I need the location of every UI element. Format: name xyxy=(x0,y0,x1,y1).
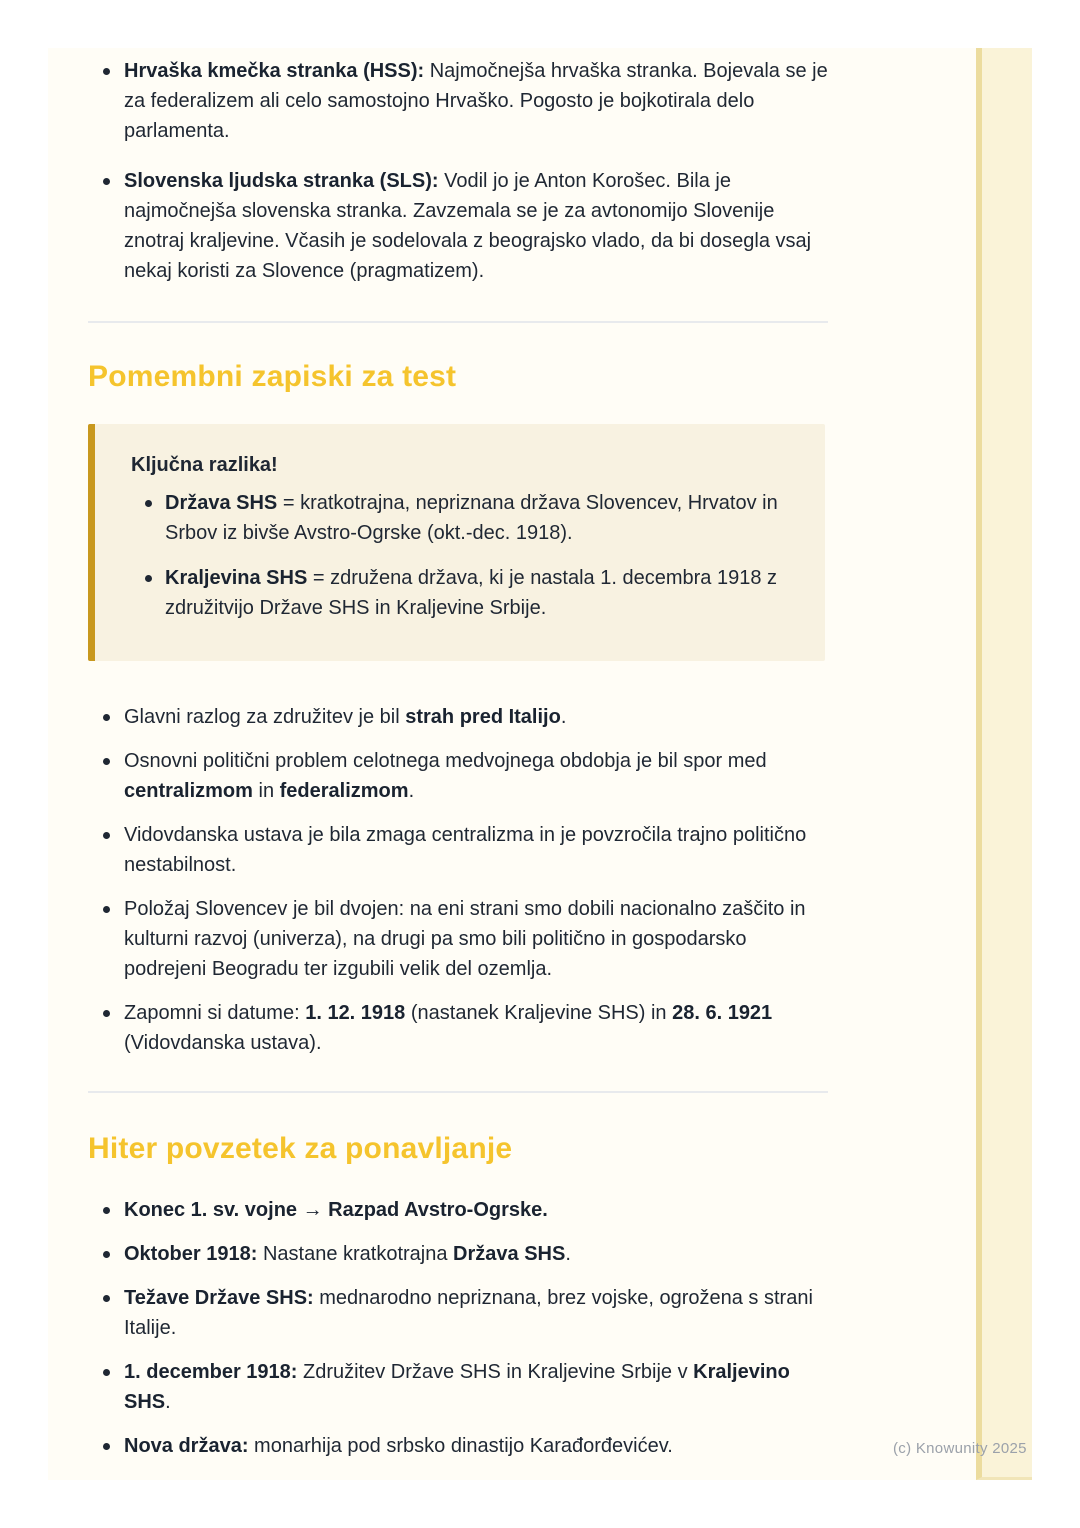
bold-text-run: Konec 1. sv. vojne → Razpad Avstro-Ogrske. xyxy=(124,1199,548,1221)
key-difference-callout xyxy=(88,424,825,661)
text-run: = kratkotrajna, nepriznana država Slovencev, Hrvatov in Srbov iz bivše Avstro-Ogrske (okt.-dec. 1918). xyxy=(165,492,778,544)
list-item xyxy=(88,1239,828,1269)
text-run: Zapomni si datume: xyxy=(124,1002,306,1024)
bold-text-run: Kraljevino SHS xyxy=(124,1361,790,1413)
text-run: = združena država, ki je nastala 1. decembra 1918 z združitvijo Države SHS in Kraljevine Srbije. xyxy=(165,567,778,619)
text-run: . xyxy=(165,1391,171,1413)
bold-text-run: Oktober 1918: xyxy=(124,1243,258,1265)
section-title-summary: Hiter povzetek za ponavljanje xyxy=(88,1132,513,1165)
callout-title: Ključna razlika! xyxy=(131,454,278,476)
bold-text-run: 28. 6. 1921 xyxy=(672,1002,773,1024)
text-run: Nastane kratkotrajna xyxy=(257,1243,454,1265)
summary-list xyxy=(88,1195,828,1461)
bold-text-run: Nova država: xyxy=(124,1435,249,1457)
bold-text-run: Hrvaška kmečka stranka (HSS): xyxy=(124,60,425,82)
text-run: Položaj Slovencev je bil dvojen: na eni strani smo dobili nacionalno zaščito in kulturni razvoj (univerza), na drugi pa smo bili politično in gospodarsko podrejeni Beogradu ter izgubili velik del ozemlja. xyxy=(124,898,806,980)
text-run: Glavni razlog za združitev je bil xyxy=(124,706,406,728)
list-item xyxy=(88,166,828,286)
list-item xyxy=(131,488,795,548)
bold-text-run: strah pred Italijo xyxy=(405,706,561,728)
bold-text-run: centralizmom xyxy=(124,780,253,802)
copyright-watermark: (c) Knowunity 2025 xyxy=(893,1440,1027,1457)
text-run: . xyxy=(560,706,567,728)
section-divider xyxy=(88,1091,828,1093)
text-run: (nastanek Kraljevine SHS) in xyxy=(405,1002,673,1024)
text-run: in xyxy=(252,780,280,802)
text-run: . xyxy=(565,1243,571,1265)
list-item xyxy=(88,998,828,1058)
text-run: Združitev Države SHS in Kraljevine Srbije v xyxy=(297,1361,694,1383)
list-item xyxy=(131,563,795,623)
text-run: Vodil jo je Anton Korošec. Bila je najmočnejša slovenska stranka. Zavzemala se je za avtonomijo Slovenije znotraj kraljevine. Včasih je sodelovala z beograjsko vlado, da bi dosegla vsaj nekaj koristi za Slovence (pragmatizem). xyxy=(124,170,812,282)
text-run: mednarodno nepriznana, brez vojske, ogrožena s strani Italije. xyxy=(124,1287,813,1339)
list-item xyxy=(88,746,828,806)
bold-text-run: Kraljevina SHS xyxy=(165,567,308,589)
text-run: Osnovni politični problem celotnega medvojnega obdobja je bil spor med xyxy=(124,750,767,772)
page-edge-strip xyxy=(976,48,1032,1480)
list-item xyxy=(88,894,828,984)
bold-text-run: Slovenska ljudska stranka (SLS): xyxy=(124,170,439,192)
notes-list xyxy=(88,702,828,1058)
list-item xyxy=(88,702,828,732)
callout-list xyxy=(131,488,795,623)
document-content xyxy=(88,56,828,1461)
list-item xyxy=(88,56,828,146)
list-item xyxy=(88,1431,828,1461)
document-page xyxy=(48,48,1032,1480)
list-item xyxy=(88,820,828,880)
list-item xyxy=(88,1195,828,1225)
bold-text-run: federalizmom xyxy=(279,780,409,802)
bold-text-run: Težave Države SHS: xyxy=(124,1287,314,1309)
bold-text-run: Država SHS xyxy=(165,492,278,514)
text-run: . xyxy=(408,780,415,802)
bold-text-run: 1. december 1918: xyxy=(124,1361,298,1383)
bold-text-run: Država SHS xyxy=(453,1243,566,1265)
text-run: monarhija pod srbsko dinastijo Karađorđevićev. xyxy=(248,1435,673,1457)
text-run: (Vidovdanska ustava). xyxy=(124,1032,322,1054)
section-divider xyxy=(88,321,828,323)
bold-text-run: 1. 12. 1918 xyxy=(305,1002,406,1024)
list-item xyxy=(88,1357,828,1417)
party-list xyxy=(88,56,828,286)
text-run: Vidovdanska ustava je bila zmaga centralizma in je povzročila trajno politično nestabilnost. xyxy=(124,824,807,876)
list-item xyxy=(88,1283,828,1343)
text-run: Najmočnejša hrvaška stranka. Bojevala se je za federalizem ali celo samostojno Hrvaško. Pogosto je bojkotirala delo parlamenta. xyxy=(124,60,828,142)
section-title-notes: Pomembni zapiski za test xyxy=(88,360,457,393)
